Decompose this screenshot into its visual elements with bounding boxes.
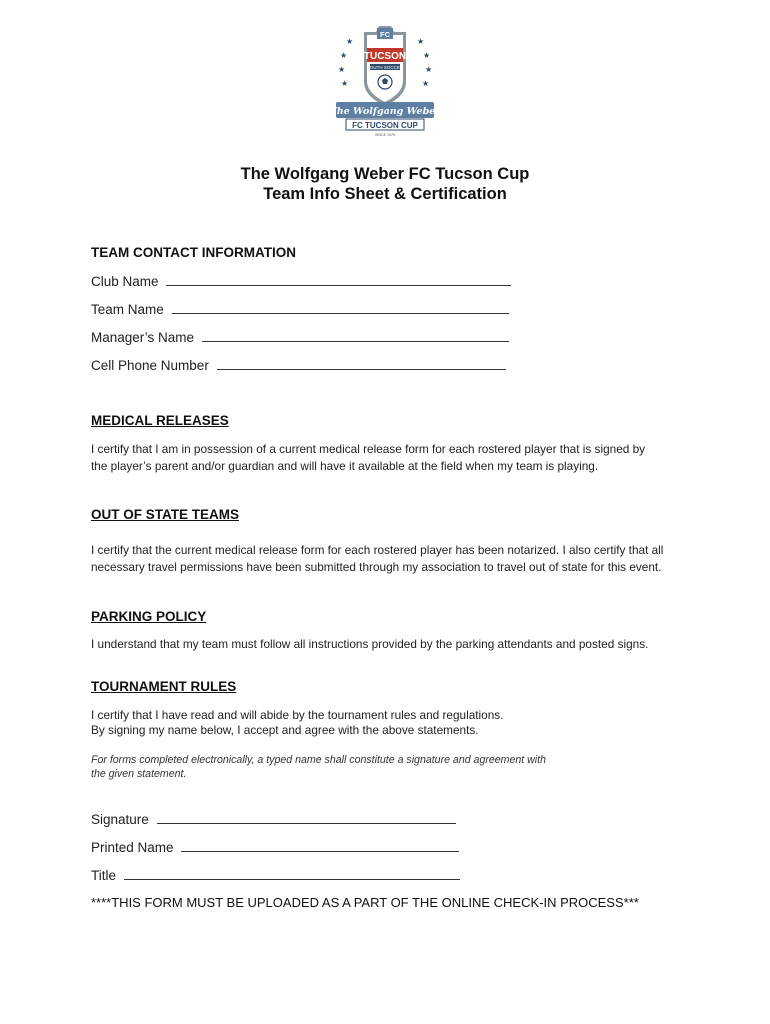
tournament-rules-text-2: By signing my name below, I accept and agree with the above statements. — [91, 723, 479, 737]
manager-name-field[interactable] — [91, 329, 509, 345]
logo-since-text: SINCE 1979 — [375, 133, 395, 137]
svg-text:★: ★ — [340, 51, 348, 60]
printed-name-line[interactable] — [181, 839, 459, 852]
svg-text:★: ★ — [341, 79, 349, 88]
title-line[interactable] — [124, 867, 460, 880]
electronic-signature-note: For forms completed electronically, a typed name shall constitute a signature and agreement with the given statement. — [91, 754, 546, 780]
tournament-rules-text-1: I certify that I have read and will abide by the tournament rules and regulations. — [91, 708, 504, 722]
parking-policy-heading: PARKING POLICY — [91, 609, 207, 624]
title-label: Title — [91, 868, 117, 883]
cell-phone-field[interactable] — [91, 357, 506, 373]
parking-policy-text: I understand that my team must follow all instructions provided by the parking attendants and posted signs. — [91, 637, 649, 651]
cell-phone-label: Cell Phone Number — [91, 358, 209, 373]
signature-line[interactable] — [157, 811, 456, 824]
club-name-field[interactable] — [91, 273, 511, 289]
logo-cup-text: FC TUCSON CUP — [352, 121, 418, 130]
svg-text:★: ★ — [417, 37, 425, 46]
signature-field[interactable] — [91, 811, 456, 827]
manager-name-line[interactable] — [202, 329, 509, 342]
logo-script-text: The Wolfgang Weber — [329, 106, 441, 117]
manager-name-label: Manager’s Name — [91, 330, 195, 345]
svg-text:★: ★ — [346, 37, 354, 46]
logo-youth-soccer-text: YOUTH SOCCER — [366, 65, 404, 70]
title-field[interactable] — [91, 867, 460, 883]
out-of-state-text: I certify that the current medical release form for each rostered player has been notarized. I also certify that all necessary travel permissions have been submitted through my association to travel out of state for this event. — [91, 543, 664, 574]
team-contact-heading: TEAM CONTACT INFORMATION — [91, 245, 296, 260]
printed-name-label: Printed Name — [91, 840, 174, 855]
tournament-rules-heading: TOURNAMENT RULES — [91, 679, 237, 694]
cell-phone-line[interactable] — [217, 357, 506, 370]
club-name-line[interactable] — [166, 273, 511, 286]
svg-text:★: ★ — [423, 51, 431, 60]
upload-notice: ****THIS FORM MUST BE UPLOADED AS A PART OF THE ONLINE CHECK-IN PROCESS*** — [91, 895, 639, 910]
printed-name-field[interactable] — [91, 839, 459, 855]
svg-text:★: ★ — [425, 65, 433, 74]
fc-tucson-cup-logo — [326, 22, 444, 140]
medical-releases-text: I certify that I am in possession of a current medical release form for each rostered player that is signed by the player’s parent and/or guardian and will have it available at the field when my team is playing. — [91, 442, 646, 473]
document-title: The Wolfgang Weber FC Tucson Cup — [240, 165, 530, 183]
svg-text:★: ★ — [338, 65, 346, 74]
signature-label: Signature — [91, 812, 149, 827]
logo-tucson-text: TUCSON — [363, 51, 407, 62]
out-of-state-heading: OUT OF STATE TEAMS — [91, 507, 239, 522]
document-subtitle: Team Info Sheet & Certification — [263, 185, 507, 203]
club-name-label: Club Name — [91, 274, 159, 289]
svg-text:★: ★ — [422, 79, 430, 88]
medical-releases-heading: MEDICAL RELEASES — [91, 413, 229, 428]
logo-fc-text: FC — [380, 30, 390, 39]
team-name-field[interactable] — [91, 301, 509, 317]
team-name-line[interactable] — [172, 301, 509, 314]
team-name-label: Team Name — [91, 302, 164, 317]
